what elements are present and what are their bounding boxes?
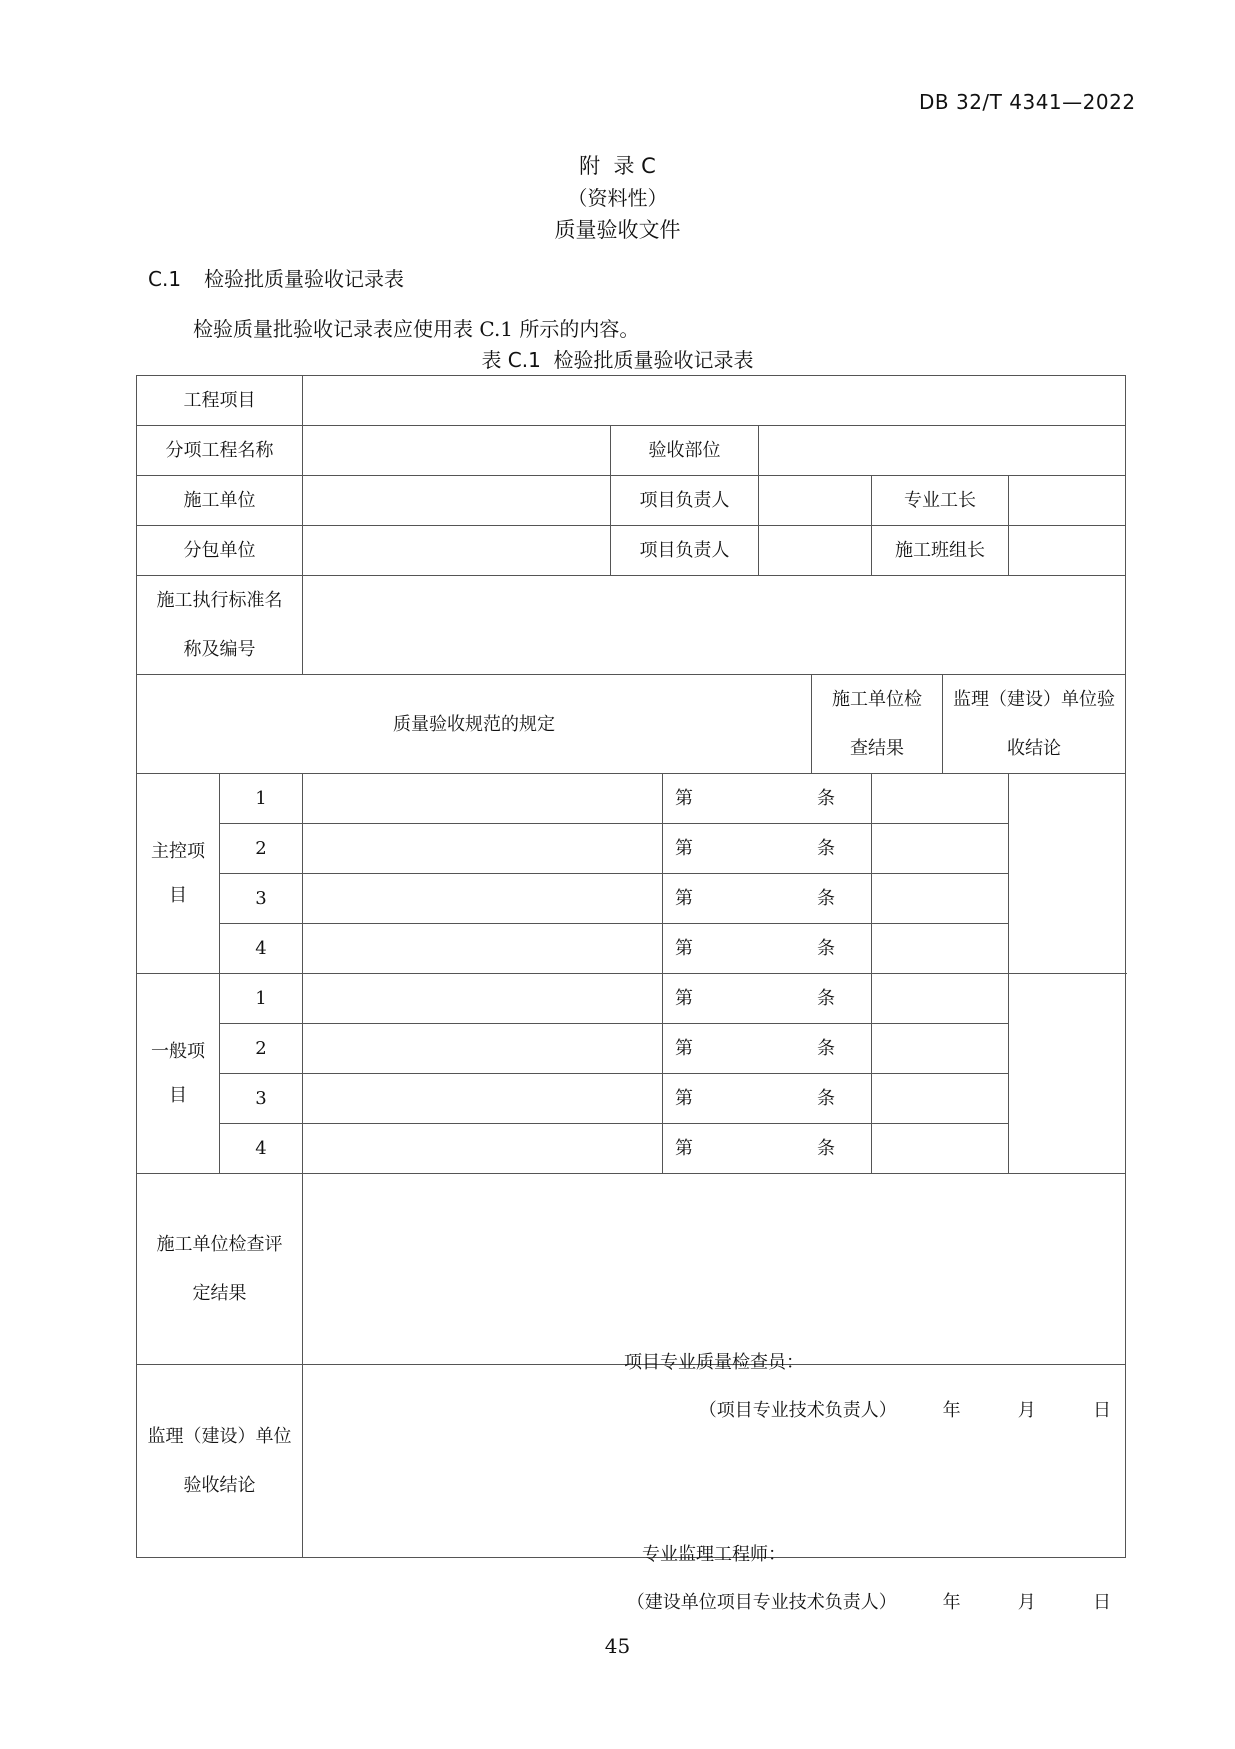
item-content[interactable]	[303, 1074, 663, 1124]
field-standard[interactable]	[303, 576, 1126, 675]
item-clause[interactable]	[663, 974, 872, 1024]
item-number: 4	[220, 924, 303, 974]
label-conclusion	[137, 1365, 303, 1558]
header-check-result-line2: 查结果	[850, 738, 904, 759]
general-row	[137, 1124, 1126, 1174]
label-project: 工程项目	[137, 376, 303, 426]
item-clause[interactable]	[663, 1074, 872, 1124]
header-spec: 质量验收规范的规定	[137, 675, 812, 774]
field-subcontractor[interactable]	[303, 526, 611, 576]
main-control-row	[137, 924, 1126, 974]
item-number: 3	[220, 1074, 303, 1124]
field-team-leader[interactable]	[1009, 526, 1126, 576]
general-label-line1: 一般项	[151, 1040, 205, 1062]
item-number: 1	[220, 974, 303, 1024]
item-check-result[interactable]	[872, 1074, 1009, 1124]
label-construction-unit: 施工单位	[137, 476, 303, 526]
clause-suffix: 条	[817, 1038, 835, 1059]
label-sub-project-leader: 项目负责人	[611, 526, 759, 576]
general-supervision-conclusion[interactable]	[1009, 974, 1126, 1174]
clause-prefix: 第	[675, 838, 693, 859]
standard-number: DB 32/T 4341—2022	[919, 90, 1136, 114]
appendix-title: 附 录 C	[579, 154, 656, 178]
clause-prefix: 第	[675, 1138, 693, 1159]
eval-signature-line	[699, 1399, 1111, 1423]
item-clause[interactable]	[663, 1124, 872, 1174]
header-supervision-line1: 监理（建设）单位验	[953, 689, 1115, 710]
section-number: C.1	[148, 267, 182, 291]
general-label-line2: 目	[169, 1084, 187, 1106]
item-content[interactable]	[303, 924, 663, 974]
main-control-supervision-conclusion[interactable]	[1009, 774, 1126, 974]
field-project-leader[interactable]	[759, 476, 872, 526]
field-evaluation[interactable]	[303, 1174, 1126, 1421]
label-accept-location: 验收部位	[611, 426, 759, 476]
day-label: 日	[1093, 1592, 1111, 1613]
clause-suffix: 条	[817, 988, 835, 1009]
clause-prefix: 第	[675, 1088, 693, 1109]
item-content[interactable]	[303, 774, 663, 824]
clause-suffix: 条	[817, 938, 835, 959]
main-control-row	[137, 874, 1126, 924]
field-foreman[interactable]	[1009, 476, 1126, 526]
item-check-result[interactable]	[872, 1024, 1009, 1074]
item-number: 1	[220, 774, 303, 824]
item-number: 4	[220, 1124, 303, 1174]
main-control-label-line2: 目	[169, 884, 187, 906]
item-check-result[interactable]	[872, 774, 1009, 824]
clause-prefix: 第	[675, 788, 693, 809]
item-content[interactable]	[303, 824, 663, 874]
header-check-result-line1: 施工单位检	[832, 689, 922, 710]
day-label: 日	[1093, 1400, 1111, 1421]
clause-prefix: 第	[675, 938, 693, 959]
label-foreman: 专业工长	[872, 476, 1009, 526]
clause-suffix: 条	[817, 838, 835, 859]
field-accept-location[interactable]	[759, 426, 1126, 476]
general-label	[137, 974, 220, 1174]
responsible-label: （建设单位项目专业技术负责人）	[626, 1592, 897, 1613]
item-content[interactable]	[303, 874, 663, 924]
item-content[interactable]	[303, 974, 663, 1024]
header-supervision	[943, 675, 1126, 774]
year-label: 年	[942, 1400, 961, 1421]
general-row	[137, 1074, 1126, 1124]
inspector-label: 项目专业质量检查员：	[624, 1352, 804, 1373]
item-check-result[interactable]	[872, 824, 1009, 874]
year-label: 年	[942, 1592, 961, 1613]
item-clause[interactable]	[663, 924, 872, 974]
label-standard-line2: 称及编号	[183, 639, 256, 660]
label-sub-project: 分项工程名称	[137, 426, 303, 476]
label-conclusion-line1: 监理（建设）单位	[147, 1426, 292, 1447]
main-control-label-line1: 主控项	[151, 840, 205, 862]
item-number: 2	[220, 824, 303, 874]
conc-signature-line	[627, 1591, 1111, 1615]
item-number: 3	[220, 874, 303, 924]
month-label: 月	[1017, 1400, 1036, 1421]
section-title: 检验批质量验收记录表	[204, 267, 404, 291]
field-construction-unit[interactable]	[303, 476, 611, 526]
label-evaluation	[137, 1174, 303, 1365]
field-sub-project[interactable]	[303, 426, 611, 476]
clause-suffix: 条	[817, 1088, 835, 1109]
paragraph: 检验质量批验收记录表应使用表 C.1 所示的内容。	[193, 317, 640, 341]
engineer-label: 专业监理工程师：	[642, 1544, 786, 1565]
field-conclusion[interactable]	[303, 1365, 1126, 1613]
acceptance-record-table	[136, 375, 1126, 1613]
main-control-row	[137, 774, 1126, 824]
label-standard	[137, 576, 303, 675]
item-check-result[interactable]	[872, 924, 1009, 974]
main-control-label	[137, 774, 220, 974]
label-team-leader: 施工班组长	[872, 526, 1009, 576]
item-clause[interactable]	[663, 874, 872, 924]
label-evaluation-line1: 施工单位检查评	[156, 1234, 283, 1255]
field-sub-project-leader[interactable]	[759, 526, 872, 576]
clause-prefix: 第	[675, 988, 693, 1009]
item-check-result[interactable]	[872, 1124, 1009, 1174]
general-row	[137, 974, 1126, 1024]
item-clause[interactable]	[663, 824, 872, 874]
appendix-name: 质量验收文件	[554, 218, 681, 242]
table-caption: 表 C.1 检验批质量验收记录表	[481, 348, 754, 372]
general-row	[137, 1024, 1126, 1074]
label-standard-line1: 施工执行标准名	[156, 590, 283, 611]
appendix-nature: （资料性）	[567, 186, 668, 210]
responsible-label: （项目专业技术负责人）	[698, 1400, 897, 1421]
clause-suffix: 条	[817, 888, 835, 909]
item-content[interactable]	[303, 1024, 663, 1074]
clause-suffix: 条	[817, 1138, 835, 1159]
page-number: 45	[604, 1634, 631, 1658]
item-check-result[interactable]	[872, 874, 1009, 924]
label-project-leader: 项目负责人	[611, 476, 759, 526]
header-supervision-line2: 收结论	[1007, 738, 1061, 759]
item-number: 2	[220, 1024, 303, 1074]
label-evaluation-line2: 定结果	[192, 1283, 247, 1304]
clause-suffix: 条	[817, 788, 835, 809]
header-check-result	[812, 675, 943, 774]
section-heading	[148, 263, 404, 292]
item-content[interactable]	[303, 1124, 663, 1174]
item-check-result[interactable]	[872, 974, 1009, 1024]
main-control-row	[137, 824, 1126, 874]
clause-prefix: 第	[675, 888, 693, 909]
month-label: 月	[1017, 1592, 1036, 1613]
label-subcontractor: 分包单位	[137, 526, 303, 576]
item-clause[interactable]	[663, 1024, 872, 1074]
field-project[interactable]	[303, 376, 1126, 426]
clause-prefix: 第	[675, 1038, 693, 1059]
label-conclusion-line2: 验收结论	[183, 1475, 256, 1496]
item-clause[interactable]	[663, 774, 872, 824]
